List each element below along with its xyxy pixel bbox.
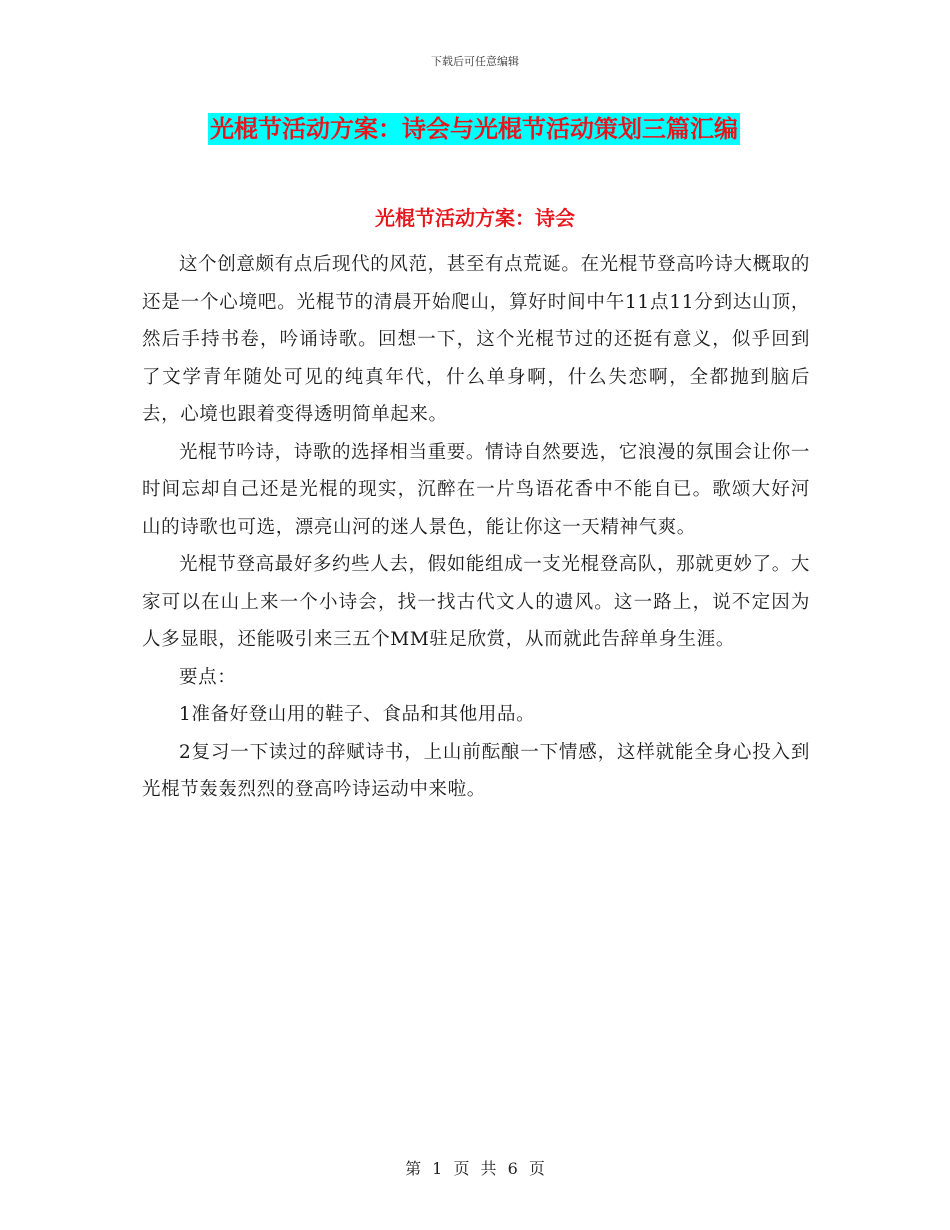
paragraph: 光棍节吟诗，诗歌的选择相当重要。情诗自然要选，它浪漫的氛围会让你一时间忘却自己还是光棍的现实，沉醉在一片鸟语花香中不能自已。歌颂大好河山的诗歌也可选，漂亮山河的迷人景色，能让你这一天精神气爽。 [142,441,810,538]
body-text [142,246,810,809]
key-point-item: 1准备好登山用的鞋子、食品和其他用品。 [179,704,536,725]
paragraph: 这个创意颇有点后现代的风范，甚至有点荒诞。在光棍节登高吟诗大概取的还是一个心境吧。光棍节的清晨开始爬山，算好时间中午11点11分到达山顶，然后手持书卷，吟诵诗歌。回想一下，这个光棍节过的还挺有意义，似乎回到了文学青年随处可见的纯真年代，什么单身啊，什么失恋啊，全都抛到脑后去，心境也跟着变得透明简单起来。 [142,254,810,425]
document-title: 光棍节活动方案：诗会与光棍节活动策划三篇汇编 [210,115,738,143]
header-note: 下载后可任意编辑 [431,55,519,68]
section-title: 光棍节活动方案：诗会 [375,206,575,230]
key-point-item: 2复习一下读过的辞赋诗书，上山前酝酿一下情感，这样就能全身心投入到光棍节轰轰烈烈的登高吟诗运动中来啦。 [142,741,810,800]
paragraph: 光棍节登高最好多约些人去，假如能组成一支光棍登高队，那就更妙了。大家可以在山上来一个小诗会，找一找古代文人的遗风。这一路上，说不定因为人多显眼，还能吸引来三五个MM驻足欣赏，从而就此告辞单身生涯。 [142,554,810,650]
key-points-heading: 要点： [179,666,237,688]
page-number: 第 1 页 共 6 页 [405,1159,545,1178]
